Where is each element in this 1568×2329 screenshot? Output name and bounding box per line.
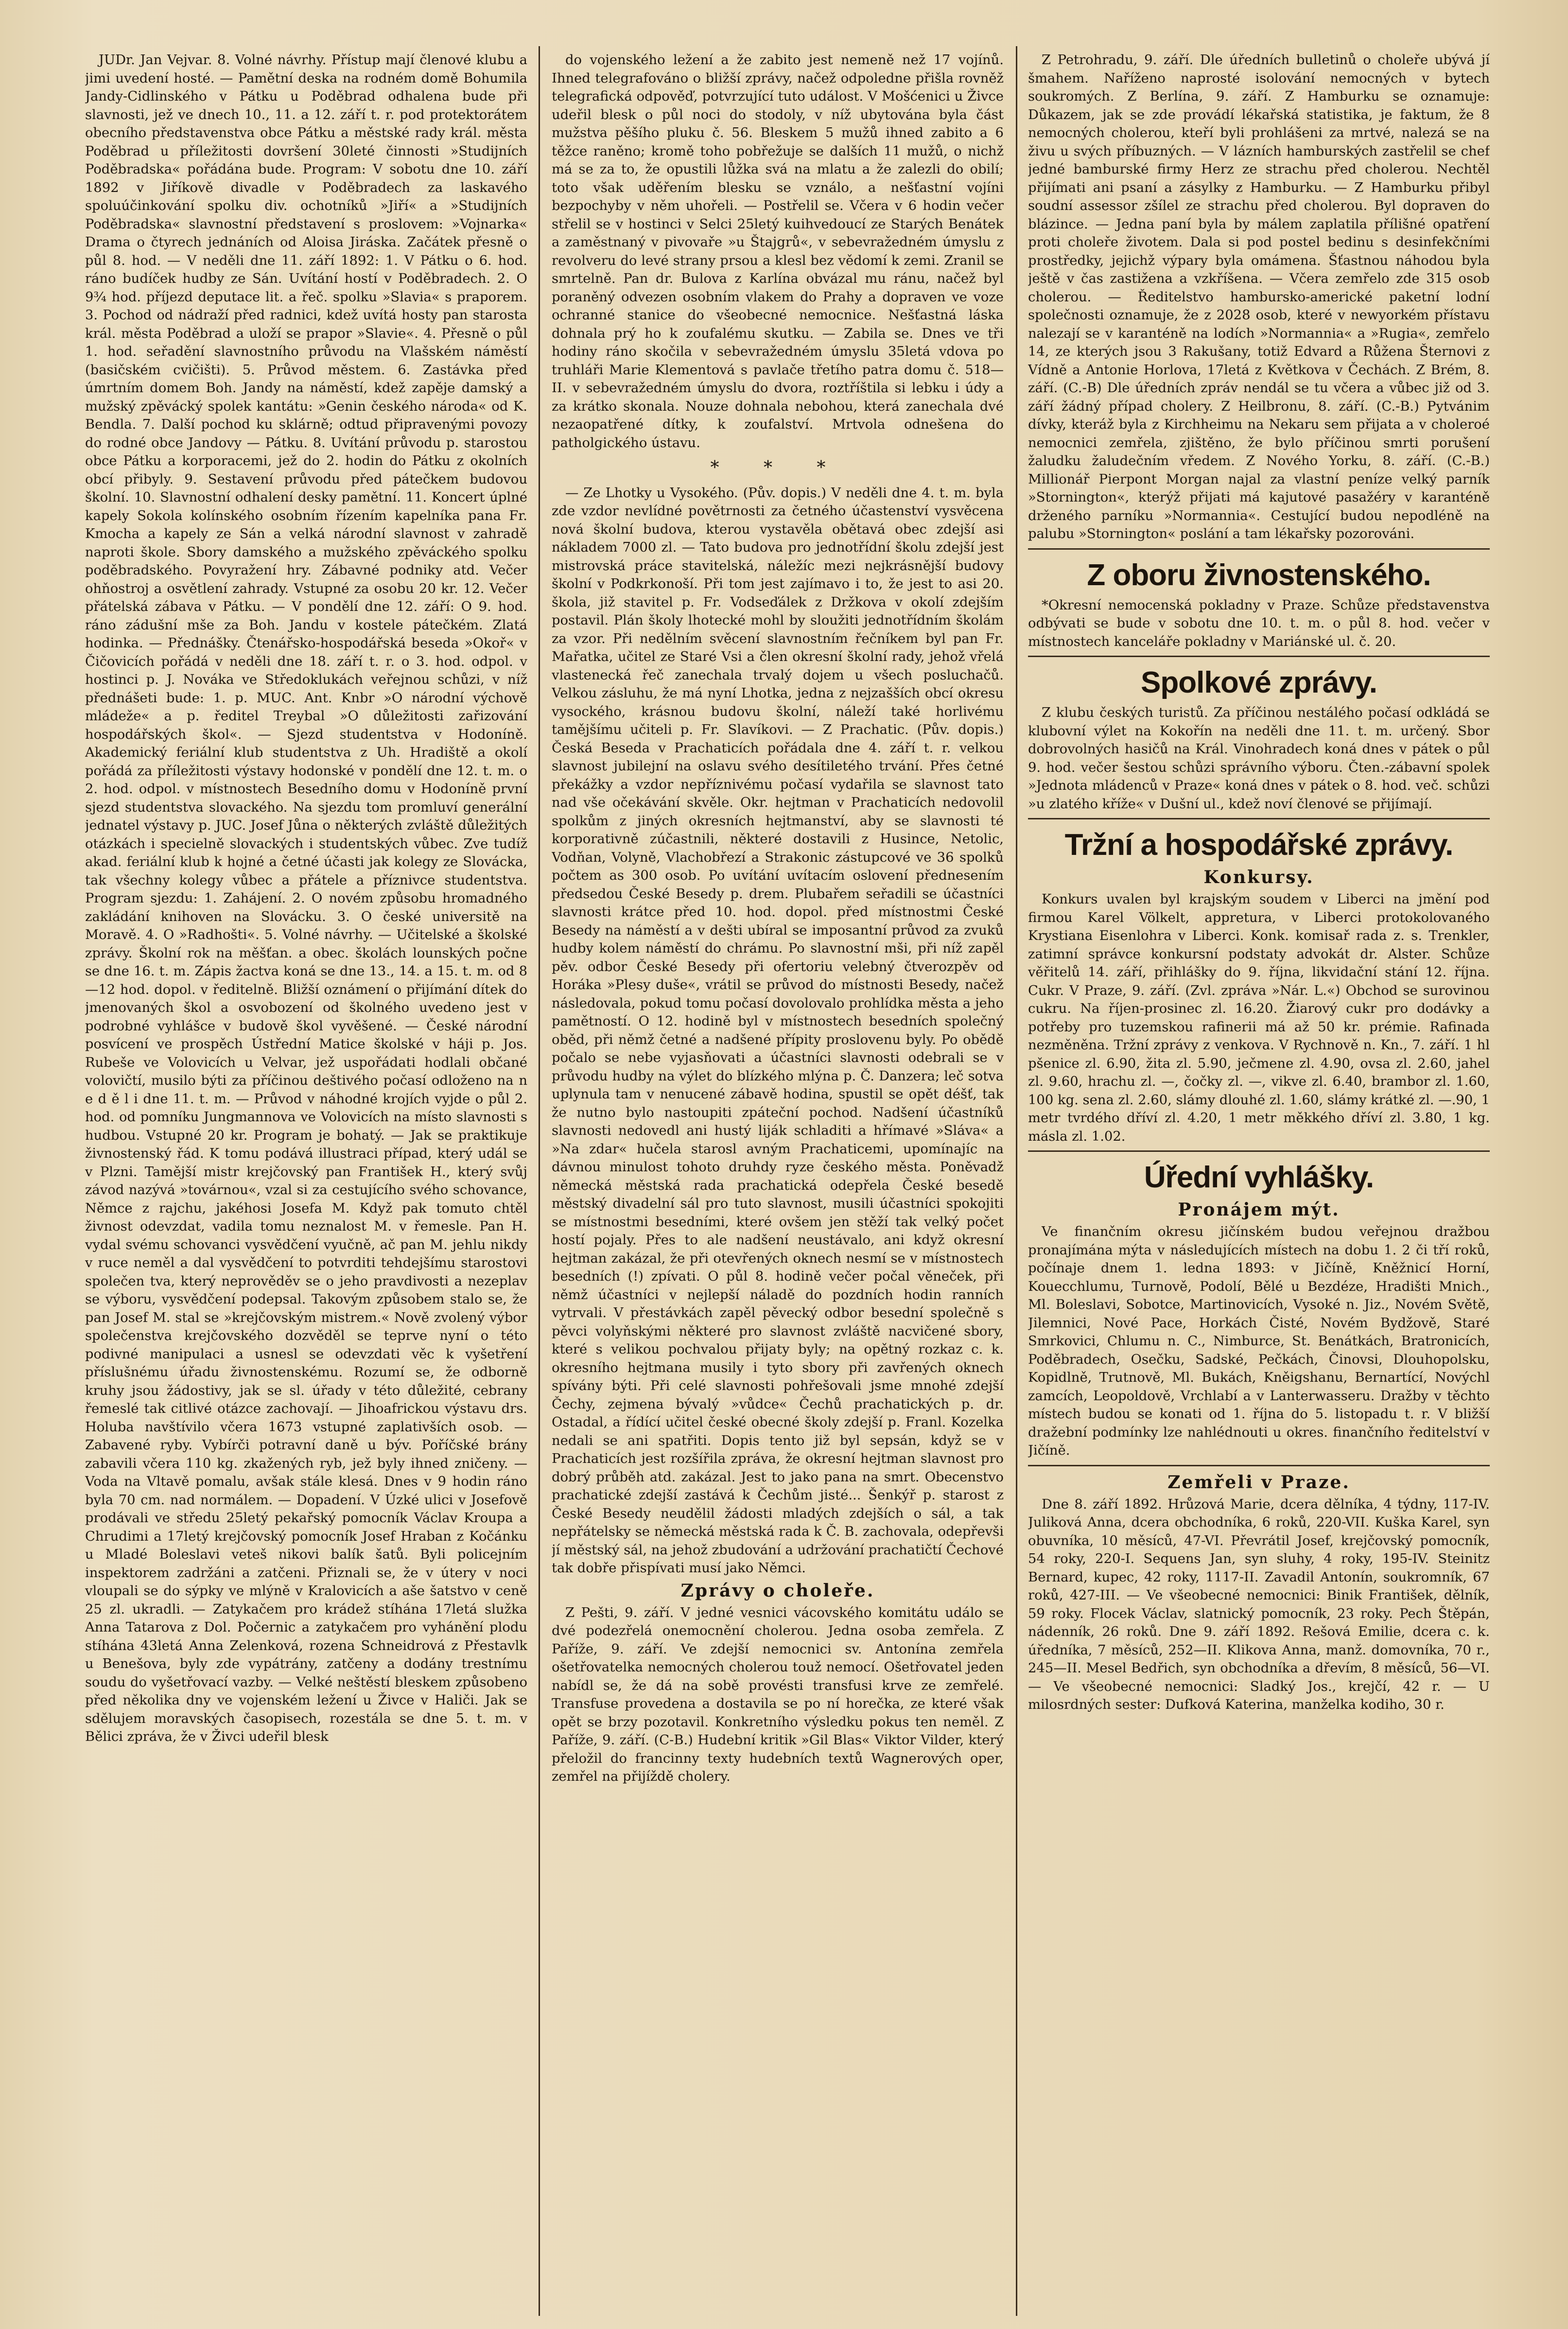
market-news-text: Konkurs uvalen byl krajským soudem v Liberci na jmění pod firmou Karel Völkelt, appretura, v Liberci protokolovaného Krystiana Eisenlohra v Liberci. Konk. komisař rada z. s. Trenkler, zatimní správce konkursní podstaty advokát dr. Alster. Schůze věřitelů 14. září, přihlášky do 9. října, likvidační stání 12. října. Cukr. V Praze, 9. září. (Zvl. zpráva »Nár. L.«) Obchod se surovinou cukru. Na říjen-prosinec zl. 16.20. Žiarový cukr pro dodávky a potřeby pro tuzemskou rafinerii má až 50 kr. prémie. Rafinada nezměněna. Tržní zprávy z venkova. V Rychnově n. Kn., 7. září. 1 hl pšenice zl. 6.90, žita zl. 5.90, ječmene zl. 4.90, ovsa zl. 2.60, jahel zl. 9.60, hrachu zl. —, čočky zl. —, vikve zl. 6.40, brambor zl. 1.60, 100 kg. sena zl. 2.60, slámy dlouhé zl. 1.60, slámy krátké zl. —.90, 1 metr tvrdého dříví zl. 4.20, 1 metr měkkého dříví zl. 3.80, 1 kg. másla zl. 1.02. xyxy=(1028,892,1490,1144)
column-1 xyxy=(85,51,527,2316)
section-rule xyxy=(1028,548,1490,550)
section-divider-stars: * * * xyxy=(710,458,845,478)
column-1-text: JUDr. Jan Vejvar. 8. Volné návrhy. Přístup mají členové klubu a jimi uvedení hosté. — Pamětní deska na rodném domě Bohumila Jandy-Cidlinského v Pátku u Poděbrad odhalena bude při slavnosti, jež ve dnech 10., 11. a 12. září t. r. pod protektorátem obecního představenstva obce Pátku a městské rady král. města Poděbrad u příležitosti dovršení 30leté činnosti »Studijních Poděbradska« pořádána bude. Program: V sobotu dne 10. září 1892 v Jiříkově divadle v Poděbradech za laskavého spoluúčinkování spolku div. ochotníků »Jiří« a »Studijních Poděbradska« slavnostní představení s proslovem: »Vojnarka« Drama o čtyrech jednáních od Aloisa Jiráska. Začátek přesně o půl 8. hod. — V neděli dne 11. září 1892: 1. V Pátku o 6. hod. ráno budíček hudby ze Sán. Uvítání hostí v Poděbradech. 2. O 9¾ hod. příjezd deputace lit. a řeč. spolku »Slavia« s praporem. 3. Pochod od nádraží před radnici, kdež uvítá hosty pan starosta král. města Poděbrad a uloží se prapor »Slavie«. 4. Přesně o půl 1. hod. seřadění slavnostního průvodu na Vlašském náměstí (basičském cvičišti). 5. Průvod městem. 6. Zastávka před úmrtním domem Boh. Jandy na náměstí, kdež zapěje damský a mužský zpěvácký spolek kantátu: »Genin českého národa« od K. Bendla. 7. Další pochod ku sklárně; odtud připravenými povozy do rodné obce Jandovy — Pátku. 8. Uvítání průvodu p. starostou obce Pátku a korporacemi, jež do 2. hodin do Pátku z okolních obcí přibyly. 9. Sestavení průvodu před pátečkem budovou školní. 10. Slavnostní odhalení desky pamětní. 11. Koncert úplné kapely Sokola kolínského osobním řízením kapelníka pana Fr. Kmocha a kapely ze Sán a velká národní slavnost v zahradě naproti škole. Sbory damského a mužského zpěváckého spolku poděbradského. Povyražení hry. Zábavné podniky atd. Večer ohňostroj a osvětlení zahrady. Vstupné za osobu 20 kr. 12. Večer přátelská zábava v Pátku. — V pondělí dne 12. září: O 9. hod. ráno zádušní mše za Boh. Jandu v kostele pátečkém. Zlatá hodinka. — Přednášky. Čtenářsko-hospodářská beseda »Okoř« v Čičovicích pořádá v neděli dne 18. září t. r. o 3. hod. odpol. v hostinci p. J. Nováka ve Středoklukách veřejnou schůzi, v níž přednášeti bude: 1. p. MUC. Ant. Knbr »O národní výchově mládeže« a p. ředitel Treybal »O důležitosti zařizování hospodářských škol«. — Sjezd studentstva v Hodoníně. Akademický feriální klub studentstva z Uh. Hradiště a okolí pořádá za příležitosti výstavy hodonské v pondělí dne 12. t. m. o 2. hod. odpol. v místnostech Besedního domu v Hodoníně první sjezd studentstva slovackého. Na sjezdu tom promluví generální jednatel výstavy p. JUC. Josef Jůna o některých zvláště důležitých otázkách i specielně slovackých i studentských vůbec. Zve tudíž akad. feriální klub k hojné a četné účasti jak kolegy ze Slovácka, tak všechny kolegy vůbec a přátele a příznivce studentstva. Program sjezdu: 1. Zahájení. 2. O novém způsobu hromadného zakládání knihoven na Slovácku. 3. O české universitě na Moravě. 4. O »Radhošti«. 5. Volné návrhy. — Učitelské a školské zprávy. Školní rok na měšťan. a obec. školách lounských počne se dne 16. t. m. Zápis žactva koná se dne 13., 14. a 15. t. m. od 8—12 hod. dopol. v ředitelně. Bližší oznámení o přijímání dítek do jmenovaných škol a osvobození od školného uvedeno jest v podrobné vyhlášce v budově škol vyvěšené. — České národní posvícení ve prospěch Ústřední Matice školské v háji p. Jos. Rubeše ve Volovicích u Velvar, jež uspořádati hodlali občané volovičtí, musilo býti za příčinou deštivého počasí odloženo na n e d ě l i dne 11. t. m. — Průvod v náhodné krojích vyjde o půl 2. hod. od pomníku Jungmannova ve Volovicích na místo slavnosti s hudbou. Vstupné 20 kr. Program je bohatý. — Jak se praktikuje živnostenský řád. K tomu podává illustraci případ, který udál se v Plzni. Tamější mistr krejčovský pan František H., který svůj závod nazývá »továrnou«, vzal si za cestujícího svého schovance, Němce z rajchu, jakéhosi Josefa M. Když pak tomuto chtěl živnost odevzdat, vadila tomu neznalost M. v řemesle. Pan H. vydal svému schovanci vysvědčení vyučně, ač pan M. jehlu nikdy v ruce neměl a dal vysvědčení to potvrditi tehdejšímu starostovi společen tva, který neprověděv se o jeho pravdivosti a nezeplav se výboru, vysvědčení podepsal. Takovým způsobem stalo se, že pan Josef M. stal se »krejčovským mistrem.« Nově zvolený výbor společenstva krejčovského dozvěděl se teprve nyní o této podivné manipulaci a usnesl se odevzdati věc k vyšetření příslušnému úřadu živnostenskému. Rozumí se, že odborně kruhy jsou žádostivy, jak se sl. úřady v této důležité, cebrany řemeslé tak citlivé otázce zachovají. — Jihoafrickou výstavu drs. Holuba navštívilo včera 1673 vstupné zaplativších osob. —Zabavené ryby. Vybírči potravní daně u býv. Poříčské brány zabavili včera 110 kg. zkažených ryb, jež byly ihned zničeny. — Voda na Vltavě pomalu, avšak stále klesá. Dnes v 9 hodin ráno byla 70 cm. nad normálem. — Dopadení. V Úzké ulici v Josefově prodávali ve středu 25letý pekařský pomocník Václav Kroupa a Chrudimi a 17letý krejčovský pomocník Josef Hraban z Kočánku u Mladé Boleslavi veteš nikovi balík šatů. Byli policejním inspektorem zadržáni a zatčeni. Přiznali se, že v útery v noci vloupali se do sýpky ve mlýně v Kralovicích a aše šatstvo v ceně 25 zl. ukradli. — Zatykačem pro krádež stíhána 17letá služka Anna Tatarova z Dol. Počernic a zatykačem pro vyhánění plodu stíhána 43letá Anna Zelenková, rozena Schneidrová z Přestavlk u Benešova, byly zde vypátrány, zatčeny a dodány trestnímu soudu do vyšetřovací vazby. — Velké neštěstí bleskem způsobeno před několika dny ve vojenském ležení u Živce v Haliči. Jak se sdělujem moravských časopisech, rozestála se dne 5. t. m. v Bělici zpráva, že v Živci udeřil blesk xyxy=(85,52,527,1744)
section-rule xyxy=(1028,1150,1490,1152)
cholera-news-text: Z Pešti, 9. září. V jedné vesnici vácovského komitátu událo se dvé podezřelá onemocnění cholerou. Jedna osoba zemřela. Z Paříže, 9. září. Ve zdejší nemocnici sv. Antonína zemřela ošetřovatelka nemocných cholerou touž nemocí. Ošetřovatel jeden nabídl se, že dá na sobě provésti transfusi krve ze zemřelé. Transfuse provedena a dostavila se po ní horečka, ze které však opět se brzy pozotavil. Konkretního výsledku pokus ten neměl. Z Paříže, 9. září. (C-B.) Hudební kritik »Gil Blas« Viktor Vilder, který přeložil do francinny texty hudebních textů Wagnerových oper, zemřel na přijíždě cholery. xyxy=(552,1605,1004,1784)
column-3 xyxy=(1028,51,1490,2316)
official-notices-text: Ve finančním okresu jičínském budou veřejnou dražbou pronajímána mýta v následujících místech na dobu 1. 2 či tří roků, počínaje dnem 1. ledna 1893: v Jičíně, Kněžnicí Horní, Kouecchlumu, Turnově, Podolí, Bělé u Bezdéze, Hradišti Mnich., Ml. Boleslavi, Sobotce, Martinovicích, Vysoké n. Jiz., Novém Světě, Jilemnici, Nové Pace, Horkách Čisté, Novém Bydžově, Staré Smrkovici, Chlumu n. C., Nimburce, St. Benátkách, Bratronicích, Poděbradech, Osečku, Sadské, Pečkách, Činovsi, Dlouhopolsku, Kopidlně, Trutnově, Ml. Bukách, Kněigshanu, Bernartící, Novýchl zamcích, Leopoldově, Vrchlabí a v Lanterwasseru. Dražby v těchto místech budou se konati od 1. října do 5. listopadu t. r. V bližší dražební podmínky lze nahlédnouti u okres. finančního ředitelství v Jičíně. xyxy=(1028,1224,1490,1458)
trade-section-heading: Z oboru živnostenského. xyxy=(1087,558,1431,592)
column-rule-1 xyxy=(539,46,540,2316)
column-3-text-a: Z Petrohradu, 9. září. Dle úředních bulletinů o choleře ubývá jí šmahem. Naříženo naprosté isolování nemocných v bytech soukromých. Z Berlína, 9. září. Z Hamburku se oznamuje: Důkazem, jak se zde provádí lékařská statistika, je faktum, že 8 nemocných cholerou, kteří byli prohlášeni za mrtvé, nalezá se na živu u svých příbuzných. — V lázních hamburských zastřelil se chef jedné bamburské firmy Herz ze strachu před cholerou. Nechtěl přijímati ani psaní a zásylky z Hamburku. — Z Hamburku přibyl soudní assessor zšílel ze strachu před cholerou. Byl dopraven do blázince. — Jedna paní byla by málem zaplatila přílišné opatření proti choleře životem. Dala si pod postel bedinu s desinfekčními prostředky, jejichž výpary byla omámena. Šťastnou náhodou byla ještě v čas zastižena a vzkříšena. — Včera zemřelo zde 315 osob cholerou. — Ředitelstvo hambursko-americké paketní lodní společnosti oznamuje, že z 2028 osob, které v newyorkém přístavu nalezají se v karanténě na lodích »Normannia« a »Rugia«, zemřelo 14, ze kterých jsou 3 Rakušany, totiž Edvard a Růžena Šternovi z Vídně a Antonie Horlova, 17letá z Květkova v Čechách. Z Brém, 8. září. (C.-B) Dle úředních zpráv nendál se tu včera a vůbec již od 3. září žádný případ cholery. Z Heilbronu, 8. září. (C.-B.) Pytvánim dívky, kteráž byla z Kirchheimu na Nekaru sem přijata a v choleroé nemocnici zemřela, zjištěno, že bylo příčinou smrti porušení žaludku žaludečním vředem. Z Nového Yorku, 8. září. (C.-B.) Millionář Pierpont Morgan najal za vlastní peníze velký parník »Stornington«, kterýž přijati má kajutové pasažéry v karanténě drženého parníku »Normannia«. Cestující budou nepodléně na palubu »Stornington« poslání a tam lékařsky pozorováni. xyxy=(1028,52,1490,541)
section-rule xyxy=(1028,1465,1490,1466)
section-rule xyxy=(1028,656,1490,657)
cholera-news-heading: Zprávy o choleře. xyxy=(680,1580,875,1601)
market-news-heading: Tržní a hospodářské zprávy. xyxy=(1064,828,1453,862)
official-notices-heading: Úřední vyhlášky. xyxy=(1144,1161,1374,1194)
bankruptcies-subheading: Konkursy. xyxy=(1203,867,1314,887)
column-2 xyxy=(552,51,1004,2316)
column-2-text-b: — Ze Lhotky u Vysokého. (Pův. dopis.) V neděli dne 4. t. m. byla zde vzdor nevlídné povětrnosti za četného účastenství vysvěcena nová školní budova, kterou vystavěla obětavá obec zdejší asi nákladem 7000 zl. — Tato budova pro jednotřídní školu zdejší jest mistrovská práce stavitelská, náležíc mezi nejkrásnější budovy školní v Podkrkonoší. Při tom jest zajímavo i to, že jest to asi 20. škola, již stavitel p. Fr. Vodseďálek z Držkova v okolí zdejším postavil. Plán školy lhotecké mohl by sloužiti jednotřídním školám za vzor. Při nedělním svěcení slavnostním řečníkem byl pan Fr. Mařatka, učitel ze Staré Vsi a člen okresní školní rady, jehož vřelá vlastenecká řeč zanechala trvalý dojem u všech posluchačů. Velkou zásluhu, že má nyní Lhotka, jedna z nejzašších obcí okresu vysockého, krásnou budovu školní, náleží také horlivému tamějšímu učiteli p. Fr. Slavíkovi. — Z Prachatic. (Pův. dopis.) Česká Beseda v Prachaticích pořádala dne 4. září t. r. velkou slavnost jubilejní na oslavu svého desítiletého trvání. Přes četné překážky a vzdor nepříznivému počasí vydařila se slavnost tato nad vše očekávání skvěle. Okr. hejtman v Prachaticích nedovolil spolkům z jiných okresních hejtmanství, aby se slavnosti té korporativně zúčastnili, některé dostavili z Husince, Netolic, Vodňan, Volyně, Vlachobřezí a Strakonic zástupcové ve 36 spolků počtem as 300 osob. Po uvítání uvítacím oslovení přednesením předsedou České Besedy p. drem. Plubařem seřadili se účastníci slavnosti krátce před 10. hod. dopol. před místnostmi České Besedy na náměstí a v dešti ubíral se imposantní průvod za zvuků hudby kolem náměstí do chrámu. Po slavnostní mši, při níž zapěl pěv. odbor České Besedy při ofertoriu velebný čtverozpěv od Horáka »Plesy duše«, vrátil se průvod do místnosti Besedy, načež následovala, pokud tomu počasí dovolovalo prohlídka města a jeho pamětností. O 12. hodině byl v místnostech besedních společný oběd, při němž četné a nadšené přípity proslovenu byly. Po obědě počalo se nebe vyjasňovati a účastníci slavnosti odebrali se v průvodu hudby na výlet do blízkého mlýna p. Č. Danzera; leč sotva uplynula tam v nenucené zábavě hodina, spustil se opět déšť, tak že nutno bylo nastoupiti zpáteční pochod. Nadšení účastníků slavnosti nedovedl ani hustý liják schladiti a hřímavé »Sláva« a »Na zdar« hučela starosl avným Prachaticemi, upomínajíc na dávnou minulost tohoto druhdy ryze českého města. Poněvadž německá městská rada prachatická odepřela České besedě městský divadelní sál pro tuto slavnost, musili účastníci spokojiti se místnostmi besedními, které ovšem jen stěží tak velký počet hostí pojaly. Přes to ale nadšení neustávalo, ani když okresní hejtman zakázal, že při otevřených oknech nesmí se v místnostech besedních (!) zpívati. O půl 8. hodině večer počal věneček, při němž účastníci v nejlepší náladě do pozdních hodin ranních vytrvali. V přestávkách zapěl pěvecký odbor besední společně s pěvci volyňskými některé pro slavnost zvláště nacvičené sbory, které s velikou pochvalou přijaty byly; na opětný rozkaz c. k. okresního hejtmana musily i tyto sbory při zavřených oknech spívány býti. Při celé slavnosti pohřešovali jsme mnohé zdejší Čechy, zejmena bývalý »vůdce« Čechů prachatických p. dr. Ostadal, a řídící učitel české obecné školy zdejší p. Franl. Kozelka nedali se ani spatřiti. Dopis tento již byl sepsán, když se v Prachaticích jest rozšířila zpráva, že okresní hejtman slavnost pro dobrý průběh atd. zakázal. Jest to jako pana na smrt. Obecenstvo prachatické zdejší zastává k Čechům jisté... Šenkýř p. starost z České Besedy neudělil žádosti mladých zdejších o sál, a tak nepřátelsky se německá městská rada k Č. B. zachovala, odepřevši jí městský sál, na jehož zbudování a udržování prachatičtí Čechové tak dobře přispívati musí jako Němci. xyxy=(552,485,1004,1576)
deaths-heading: Zemřeli v Praze. xyxy=(1167,1472,1350,1493)
column-2-text-a: do vojenského ležení a že zabito jest nemeně než 17 vojínů. Ihned telegrafováno o bližší zprávy, načež odpoledne přišla rovněž telegrafická odpověď, potvrzující tuto událost. V Mošćenici u Živce udeřil blesk o půl noci do stodoly, v níž ubytována byla část mužstva pěšího pluku č. 56. Bleskem 5 mužů ihned zabito a 6 těžce raněno; kromě toho pobřežuje se dalších 11 mužů, o nichž má se za to, že opustili lůžka svá na mlatu a že zalezli do obilí; toto však uděřením blesku se vználo, a nešťastní vojíni bezpochyby v něm uhořeli. — Postřelil se. Včera v 6 hodin večer střelil se v hostinci v Selci 25letý kuihvedoucí ze Starých Benátek a zaměstnaný v pivovaře »u Štajgrů«, v sebevražedném úmyslu z revolveru do levé strany prsou a klesl bez vědomí k zemi. Zranil se smrtelně. Pan dr. Bulova z Karlína obvázal mu ránu, načež byl poraněný odvezen osobním vlakem do Prahy a dopraven ve voze ochranné stanice do všeobecné nemocnice. Nešťastná láska dohnala prý ho k zoufalému skutku. — Zabila se. Dnes ve tři hodiny ráno skočila v sebevražedném úmyslu 35letá vdova po truhláři Marie Klementová s pavlače třetího patra domu č. 518—II. v sebevražedném úmyslu do dvora, roztříštila si lebku i údy a za krátko skonala. Nouze dohnala nebohou, která zanechala dvé nezaopatřené dítky, k zoufalství. Mrtvola odnešena do patholgického ústavu. xyxy=(552,52,1004,451)
section-rule xyxy=(1028,818,1490,819)
trade-section-text: *Okresní nemocenská pokladny v Praze. Schůze představenstva odbývati se bude v sobotu dne 10. t. m. o půl 8. hod. večer v místnostech kanceláře pokladny v Mariánské ul. č. 20. xyxy=(1028,597,1490,649)
club-news-heading: Spolkové zprávy. xyxy=(1141,666,1377,699)
deaths-text: Dne 8. září 1892. Hrůzová Marie, dcera dělníka, 4 týdny, 117-IV. Juliková Anna, dcera obchodníka, 6 roků, 220-VII. Kuška Karel, syn obuvníka, 10 měsíců, 47-VI. Převrátil Josef, krejčovský pomocník, 54 roky, 220-I. Sequens Jan, syn sluhy, 4 roky, 195-IV. Steinitz Bernard, kupec, 42 roky, 1117-II. Zavadil Antonín, soukromník, 67 roků, 427-III. — Ve všeobecné nemocnici: Binik František, dělník, 59 roky. Flocek Václav, slatnický pomocník, 23 roky. Pech Štěpán, nádenník, 26 roků. Dne 9. září 1892. Rešová Emilie, dcera c. k. úředníka, 7 měsíců, 252—II. Klikova Anna, manž. domovníka, 70 r., 245—II. Mesel Bedřich, syn obchodníka a dřevím, 8 měsíců, 56—VI. — Ve všeobecné nemocnici: Sladký Jos., krejčí, 42 r. — U milosrdných sester: Dufková Katerina, manželka kodiho, 30 r. xyxy=(1028,1496,1490,1712)
club-news-text: Z klubu českých turistů. Za příčinou nestálého počasí odkládá se klubovní výlet na Kokořín na neděli dne 11. t. m. určený. Sbor dobrovolných hasičů na Král. Vinohradech koná dnes v pátek o půl 9. hod. večer šestou schůzi správního výboru. Čten.-zábavní spolek »Jednota mládenců v Praze« koná dnes v pátek o 8. hod. več. schůzi »u zlatého kříže« v Dušní ul., kdež noví členové se přijímají. xyxy=(1028,705,1490,812)
column-rule-2 xyxy=(1016,46,1017,2316)
toll-lease-subheading: Pronájem mýt. xyxy=(1178,1199,1340,1220)
